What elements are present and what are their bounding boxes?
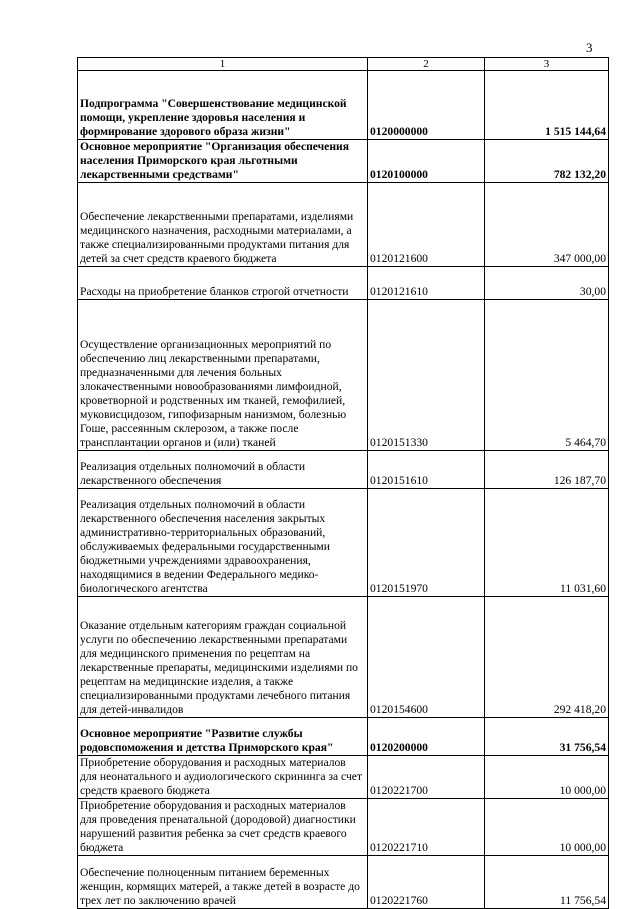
row-name-cell: Реализация отдельных полномочий в области лекарственного обеспечения — [78, 451, 368, 489]
column-header: 1 — [78, 58, 368, 71]
table-row — [78, 597, 609, 718]
row-code-cell: 0120121600 — [368, 183, 485, 267]
row-name-cell: Обеспечение полноценным питанием беременных женщин, кормящих матерей, а также детей в возрасте до трех лет по заключению врачей — [78, 856, 368, 909]
row-code-cell: 0120151330 — [368, 300, 485, 451]
row-code-cell: 0120200000 — [368, 718, 485, 756]
row-name-cell: Приобретение оборудования и расходных материалов для проведения пренатальной (дородовой) диагностики нарушений развития ребенка за счет средств краевого бюджета — [78, 799, 368, 856]
row-amount-cell: 30,00 — [485, 267, 609, 300]
row-name-cell: Подпрограмма "Совершенствование медицинской помощи, укрепление здоровья населения и формирование здорового образа жизни" — [78, 71, 368, 140]
table-row — [78, 856, 609, 909]
row-amount-cell: 11 031,60 — [485, 489, 609, 597]
row-amount-cell: 782 132,20 — [485, 140, 609, 183]
row-amount-cell: 292 418,20 — [485, 597, 609, 718]
row-name-cell: Приобретение оборудования и расходных материалов для неонатального и аудиологического скрининга за счет средств краевого бюджета — [78, 756, 368, 799]
table-row — [78, 451, 609, 489]
row-code-cell: 0120221710 — [368, 799, 485, 856]
row-code-cell: 0120154600 — [368, 597, 485, 718]
table-row — [78, 756, 609, 799]
table-row — [78, 183, 609, 267]
column-header: 3 — [485, 58, 609, 71]
row-amount-cell: 1 515 144,64 — [485, 71, 609, 140]
row-name-cell: Основное мероприятие "Организация обеспечения населения Приморского края льготными лекарственными средствами" — [78, 140, 368, 183]
row-name-cell: Оказание отдельным категориям граждан социальной услуги по обеспечению лекарственными препаратами для медицинского применения по рецептам на лекарственные препараты, медицинскими изделиями по рецептам на медицинские изделия, а также специализированными продуктами лечебного питания для детей-инвалидов — [78, 597, 368, 718]
page-number: 3 — [586, 40, 593, 55]
column-header: 2 — [368, 58, 485, 71]
row-amount-cell: 5 464,70 — [485, 300, 609, 451]
row-code-cell: 0120121610 — [368, 267, 485, 300]
row-amount-cell: 126 187,70 — [485, 451, 609, 489]
table-row — [78, 799, 609, 856]
row-code-cell: 0120221760 — [368, 856, 485, 909]
row-code-cell: 0120000000 — [368, 71, 485, 140]
table-row — [78, 489, 609, 597]
row-name-cell: Основное мероприятие "Развитие службы родовспоможения и детства Приморского края" — [78, 718, 368, 756]
budget-table — [77, 57, 609, 909]
row-amount-cell: 31 756,54 — [485, 718, 609, 756]
row-amount-cell: 10 000,00 — [485, 756, 609, 799]
row-code-cell: 0120100000 — [368, 140, 485, 183]
row-amount-cell: 11 756,54 — [485, 856, 609, 909]
table-row — [78, 300, 609, 451]
table-row — [78, 267, 609, 300]
row-amount-cell: 347 000,00 — [485, 183, 609, 267]
row-name-cell: Расходы на приобретение бланков строгой отчетности — [78, 267, 368, 300]
row-code-cell: 0120151970 — [368, 489, 485, 597]
table-row — [78, 718, 609, 756]
table-header-row — [78, 58, 609, 71]
row-code-cell: 0120221700 — [368, 756, 485, 799]
row-name-cell: Реализация отдельных полномочий в области лекарственного обеспечения населения закрытых административно-территориальных образований, обслуживаемых федеральными государственными бюджетными учреждениями здравоохранения, находящимися в ведении Федерального медико-биологического агентства — [78, 489, 368, 597]
table-row — [78, 71, 609, 140]
table-row — [78, 140, 609, 183]
row-amount-cell: 10 000,00 — [485, 799, 609, 856]
row-code-cell: 0120151610 — [368, 451, 485, 489]
row-name-cell: Осуществление организационных мероприятий по обеспечению лиц лекарственными препаратами, предназначенными для лечения больных злокачественными новообразованиями лимфоидной, кроветворной и родственных им тканей, гемофилией, муковисцидозом, гипофизарным нанизмом, болезнью Гоше, рассеянным склерозом, а также после трансплантации органов и (или) тканей — [78, 300, 368, 451]
row-name-cell: Обеспечение лекарственными препаратами, изделиями медицинского назначения, расходными материалами, а также специализированными продуктами питания для детей за счет средств краевого бюджета — [78, 183, 368, 267]
